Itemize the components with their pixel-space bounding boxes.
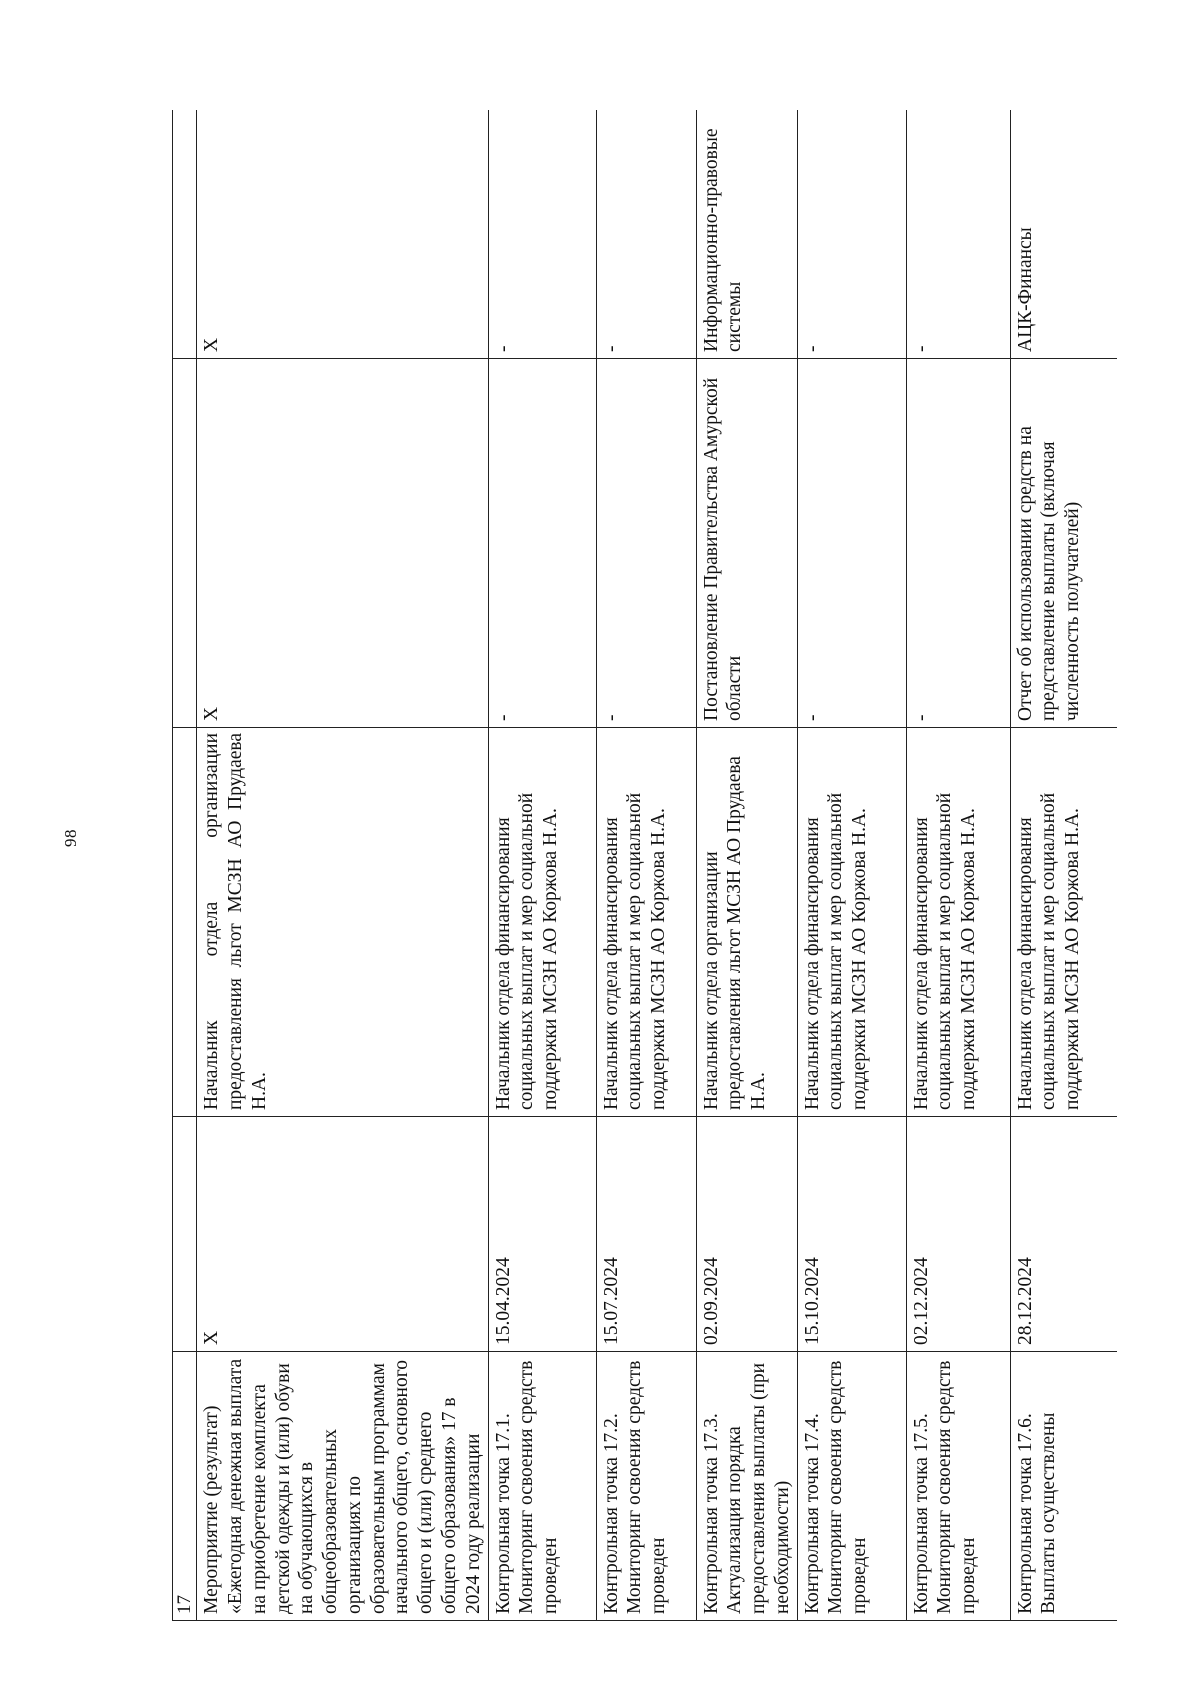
date-cell: 28.12.2024 (1010, 1117, 1117, 1352)
document-cell: - (596, 359, 696, 728)
page-number: 98 (61, 829, 80, 847)
section-header-row (173, 110, 197, 1621)
plan-table (172, 110, 1117, 1621)
responsible-cell: Начальник отдела финансирования социальных выплат и мер социальной поддержки МСЗН АО Коржова Н.А. (1010, 728, 1117, 1117)
responsible-cell: Начальник отдела финансирования социальных выплат и мер социальной поддержки МСЗН АО Коржова Н.А. (488, 728, 596, 1117)
system-cell: X (197, 110, 488, 359)
page-content (172, 110, 1117, 1621)
rotated-table-container (172, 110, 1117, 1621)
event-name-cell: Мероприятие (результат) «Ежегодная денежная выплата на приобретение комплекта детской одежды и (или) обуви на обучающихся в общеобразовательных организациях по образовательным программам начального общего, основного общего и (или) среднего общего образования» 17 в 2024 году реализации (197, 1352, 488, 1621)
system-cell: - (596, 110, 696, 359)
table-row (596, 110, 696, 1621)
empty-cell (173, 359, 197, 728)
date-cell: 02.12.2024 (906, 1117, 1010, 1352)
section-number: 17 (173, 1352, 197, 1621)
system-cell: АЦК-Финансы (1010, 110, 1117, 359)
system-cell: Информационно-правовые системы (696, 110, 797, 359)
event-name-cell: Контрольная точка 17.5. Мониторинг освоения средств проведен (906, 1352, 1010, 1621)
date-cell: 15.10.2024 (797, 1117, 906, 1352)
table-row (797, 110, 906, 1621)
table-row (197, 110, 488, 1621)
responsible-cell: Начальник отдела финансирования социальных выплат и мер социальной поддержки МСЗН АО Коржова Н.А. (906, 728, 1010, 1117)
table-row (1010, 110, 1117, 1621)
system-cell: - (797, 110, 906, 359)
empty-cell (173, 728, 197, 1117)
table-row (488, 110, 596, 1621)
table-row (906, 110, 1010, 1621)
system-cell: - (906, 110, 1010, 359)
date-cell: 15.04.2024 (488, 1117, 596, 1352)
responsible-cell: Начальник отдела организации предоставления льгот МСЗН АО Прудаева Н.А. (696, 728, 797, 1117)
document-cell: - (488, 359, 596, 728)
document-cell: X (197, 359, 488, 728)
empty-cell (173, 110, 197, 359)
event-name-cell: Контрольная точка 17.1. Мониторинг освоения средств проведен (488, 1352, 596, 1621)
responsible-cell: Начальник отдела финансирования социальных выплат и мер социальной поддержки МСЗН АО Коржова Н.А. (797, 728, 906, 1117)
document-cell: - (906, 359, 1010, 728)
event-name-cell: Контрольная точка 17.3. Актуализация порядка предоставления выплаты (при необходимости) (696, 1352, 797, 1621)
date-cell: 02.09.2024 (696, 1117, 797, 1352)
document-cell: Постановление Правительства Амурской области (696, 359, 797, 728)
date-cell: 15.07.2024 (596, 1117, 696, 1352)
document-cell: - (797, 359, 906, 728)
event-name-cell: Контрольная точка 17.6. Выплаты осуществлены (1010, 1352, 1117, 1621)
date-cell: X (197, 1117, 488, 1352)
event-name-cell: Контрольная точка 17.2. Мониторинг освоения средств проведен (596, 1352, 696, 1621)
system-cell: - (488, 110, 596, 359)
event-name-cell: Контрольная точка 17.4. Мониторинг освоения средств проведен (797, 1352, 906, 1621)
responsible-cell: Начальник отдела финансирования социальных выплат и мер социальной поддержки МСЗН АО Коржова Н.А. (596, 728, 696, 1117)
document-cell: Отчет об использовании средств на представление выплаты (включая численность получателей) (1010, 359, 1117, 728)
table-row (696, 110, 797, 1621)
responsible-cell: Начальник отдела организации предоставления льгот МСЗН АО Прудаева Н.А. (197, 728, 488, 1117)
empty-cell (173, 1117, 197, 1352)
